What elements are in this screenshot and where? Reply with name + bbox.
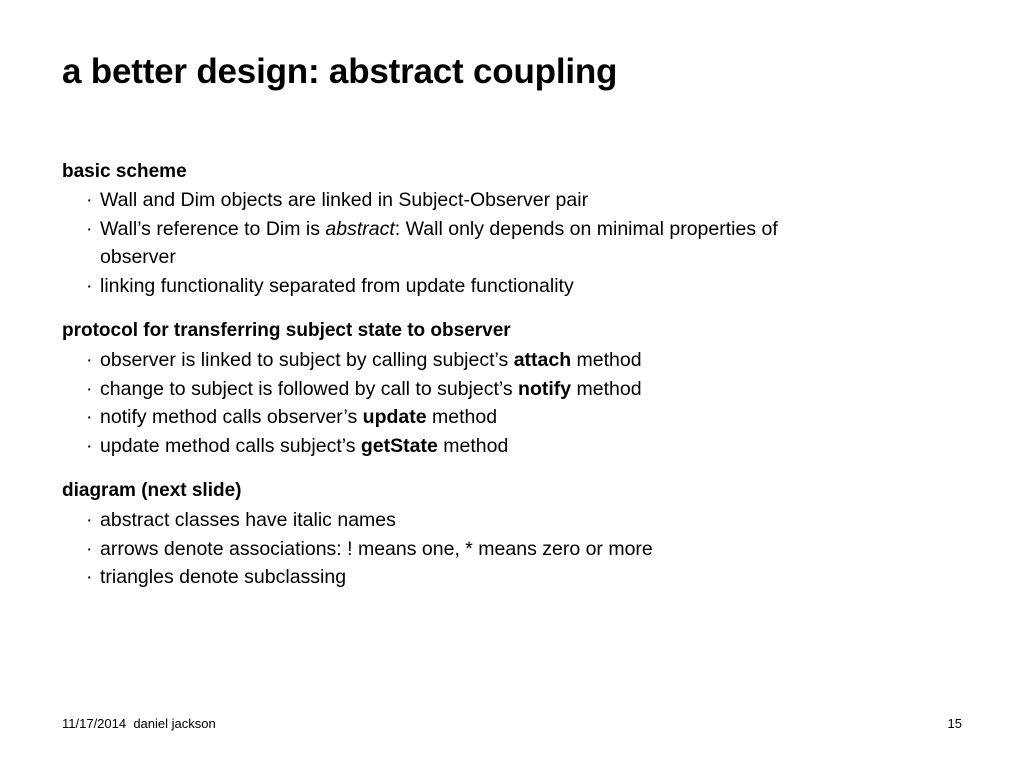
bullet-item: [86, 403, 924, 431]
bullet-marker: ·: [86, 435, 93, 457]
bullet-marker: ·: [86, 566, 93, 588]
bullet-marker: ·: [86, 275, 93, 297]
bullet-text: Wall’s reference to Dim is: [100, 218, 326, 240]
section-heading-protocol: protocol for transferring subject state to observer: [62, 320, 511, 341]
bullet-text: triangles denote subclassing: [100, 566, 347, 588]
bullet-text: method: [426, 406, 498, 428]
bullet-text: : Wall only depends on minimal properties of: [394, 218, 778, 240]
bullet-text: notify method calls observer’s: [100, 406, 363, 428]
bullet-text: linking functionality separated from update functionality: [100, 275, 574, 297]
bullet-item: [86, 375, 924, 403]
bullet-marker: ·: [86, 218, 93, 240]
bullet-marker: ·: [86, 538, 93, 560]
footer-date-author: 11/17/2014 daniel jackson: [62, 716, 216, 731]
bullet-continuation: observer: [100, 246, 176, 268]
bullet-text: method: [571, 349, 642, 371]
bullet-keyword: attach: [513, 349, 572, 371]
bullet-item: [86, 272, 924, 300]
bullet-item: [86, 432, 924, 460]
bullet-marker: ·: [86, 509, 93, 531]
bullet-text: change to subject is followed by call to subject’s: [100, 378, 519, 400]
bullet-marker: ·: [86, 189, 93, 211]
bullet-keyword: update: [362, 406, 427, 428]
bullet-item: [86, 563, 924, 591]
bullet-marker: ·: [86, 378, 93, 400]
bullet-item: [86, 535, 924, 563]
bullet-marker: ·: [86, 406, 93, 428]
bullet-item: [86, 506, 924, 534]
section-heading-basic-scheme: basic scheme: [62, 161, 187, 182]
bullet-emphasis: abstract: [325, 218, 395, 240]
bullet-text: method: [437, 435, 509, 457]
bullet-text: method: [571, 378, 642, 400]
bullet-item: [86, 186, 924, 214]
bullet-marker: ·: [86, 349, 93, 371]
bullet-text: abstract classes have italic names: [100, 509, 396, 531]
bullet-keyword: getState: [360, 435, 438, 457]
bullet-text: update method calls subject’s: [100, 435, 361, 457]
bullet-item: [86, 346, 924, 374]
bullet-item: [86, 215, 924, 243]
bullet-text: observer is linked to subject by calling subject’s: [100, 349, 514, 371]
bullet-keyword: notify: [518, 378, 572, 400]
section-heading-diagram: diagram (next slide): [62, 480, 242, 501]
page-number: 15: [947, 716, 962, 731]
slide-title: a better design: abstract coupling: [62, 52, 618, 91]
bullet-text: Wall and Dim objects are linked in Subject-Observer pair: [100, 189, 589, 211]
bullet-text: arrows denote associations: ! means one, * means zero or more: [100, 538, 653, 560]
